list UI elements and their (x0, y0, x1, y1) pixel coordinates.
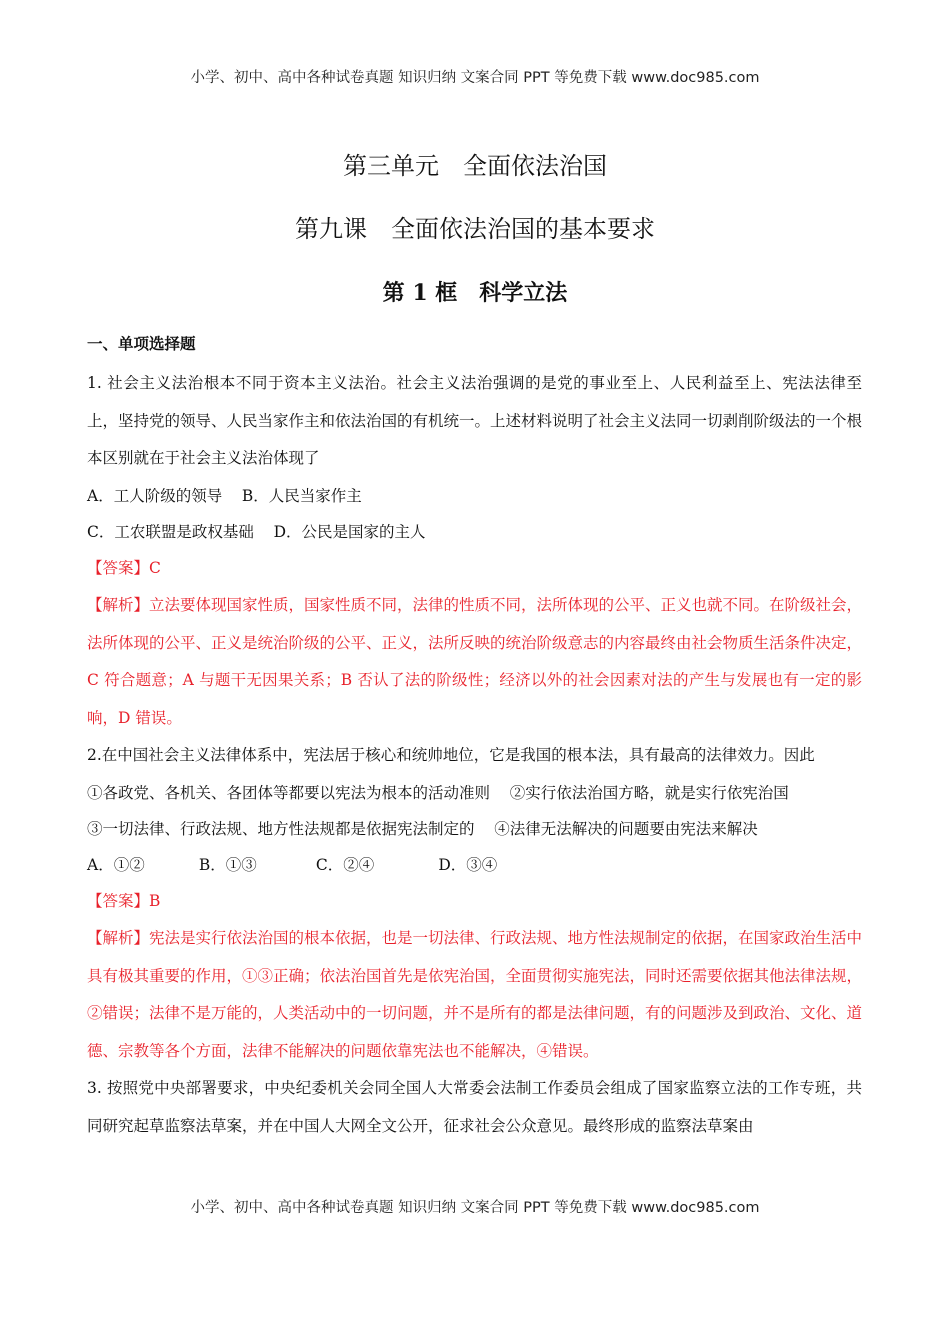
question-2-statement-line-2: ③一切法律、行政法规、地方性法规都是依据宪法制定的 ④法律无法解决的问题要由宪法来解决 (87, 819, 758, 838)
question-3-stem: 3. 按照党中央部署要求，中央纪委机关会同全国人大常委会法制工作委员会组成了国家监察立法的工作专班，共同研究起草监察法草案，并在中国人大网全文公开，征求社会公众意见。最终形成的监察法草案由 (87, 1079, 862, 1135)
header-banner: 小学、初中、高中各种试卷真题 知识归纳 文案合同 PPT 等免费下载 www.doc985.com (190, 70, 760, 86)
section-heading: 一、单项选择题 (87, 335, 196, 353)
question-1-options-line-2: C．工农联盟是政权基础 D．公民是国家的主人 (87, 522, 426, 541)
footer-banner: 小学、初中、高中各种试卷真题 知识归纳 文案合同 PPT 等免费下载 www.doc985.com (190, 1200, 760, 1216)
question-2-choices: A．①② B．①③ C．②④ D．③④ (87, 855, 498, 874)
question-1-answer: 【答案】C (87, 558, 161, 577)
question-content (87, 331, 862, 1145)
question-2-stem: 2.在中国社会主义法律体系中，宪法居于核心和统帅地位，它是我国的根本法，具有最高的法律效力。因此 (87, 746, 815, 764)
question-1-options-line-1: A．工人阶级的领导 B．人民当家作主 (87, 486, 362, 505)
question-2-analysis: 【解析】宪法是实行依法治国的根本依据，也是一切法律、行政法规、地方性法规制定的依据，在国家政治生活中具有极其重要的作用，①③正确；依法治国首先是依宪治国，全面贯彻实施宪法，同时还需要依据其他法律法规，②错误；法律不是万能的，人类活动中的一切问题，并不是所有的都是法律问题，有的问题涉及到政治、文化、道德、宗教等各个方面，法律不能解决的问题依靠宪法也不能解决，④错误。 (87, 929, 863, 1060)
question-2-statement-line-1: ①各政党、各机关、各团体等都要以宪法为根本的活动准则 ②实行依法治国方略，就是实行依宪治国 (87, 783, 789, 802)
frame-title: 第 1 框 科学立法 (382, 280, 568, 306)
unit-title: 第三单元 全面依法治国 (343, 152, 607, 180)
question-1-stem: 1. 社会主义法治根本不同于资本主义法治。社会主义法治强调的是党的事业至上、人民利益至上、宪法法律至上，坚持党的领导、人民当家作主和依法治国的有机统一。上述材料说明了社会主义法同一切剥削阶级法的一个根本区别就在于社会主义法治体现了 (87, 374, 863, 467)
lesson-title: 第九课 全面依法治国的基本要求 (295, 215, 655, 243)
question-2-answer: 【答案】B (87, 891, 161, 910)
question-1-analysis: 【解析】立法要体现国家性质，国家性质不同，法律的性质不同，法所体现的公平、正义也就不同。在阶级社会，法所体现的公平、正义是统治阶级的公平、正义，法所反映的统治阶级意志的内容最终由社会物质生活条件决定，C 符合题意；A 与题干无因果关系；B 否认了法的阶级性；经济以外的社会因素对法的产生与发展也有一定的影响，D 错误。 (87, 596, 863, 727)
